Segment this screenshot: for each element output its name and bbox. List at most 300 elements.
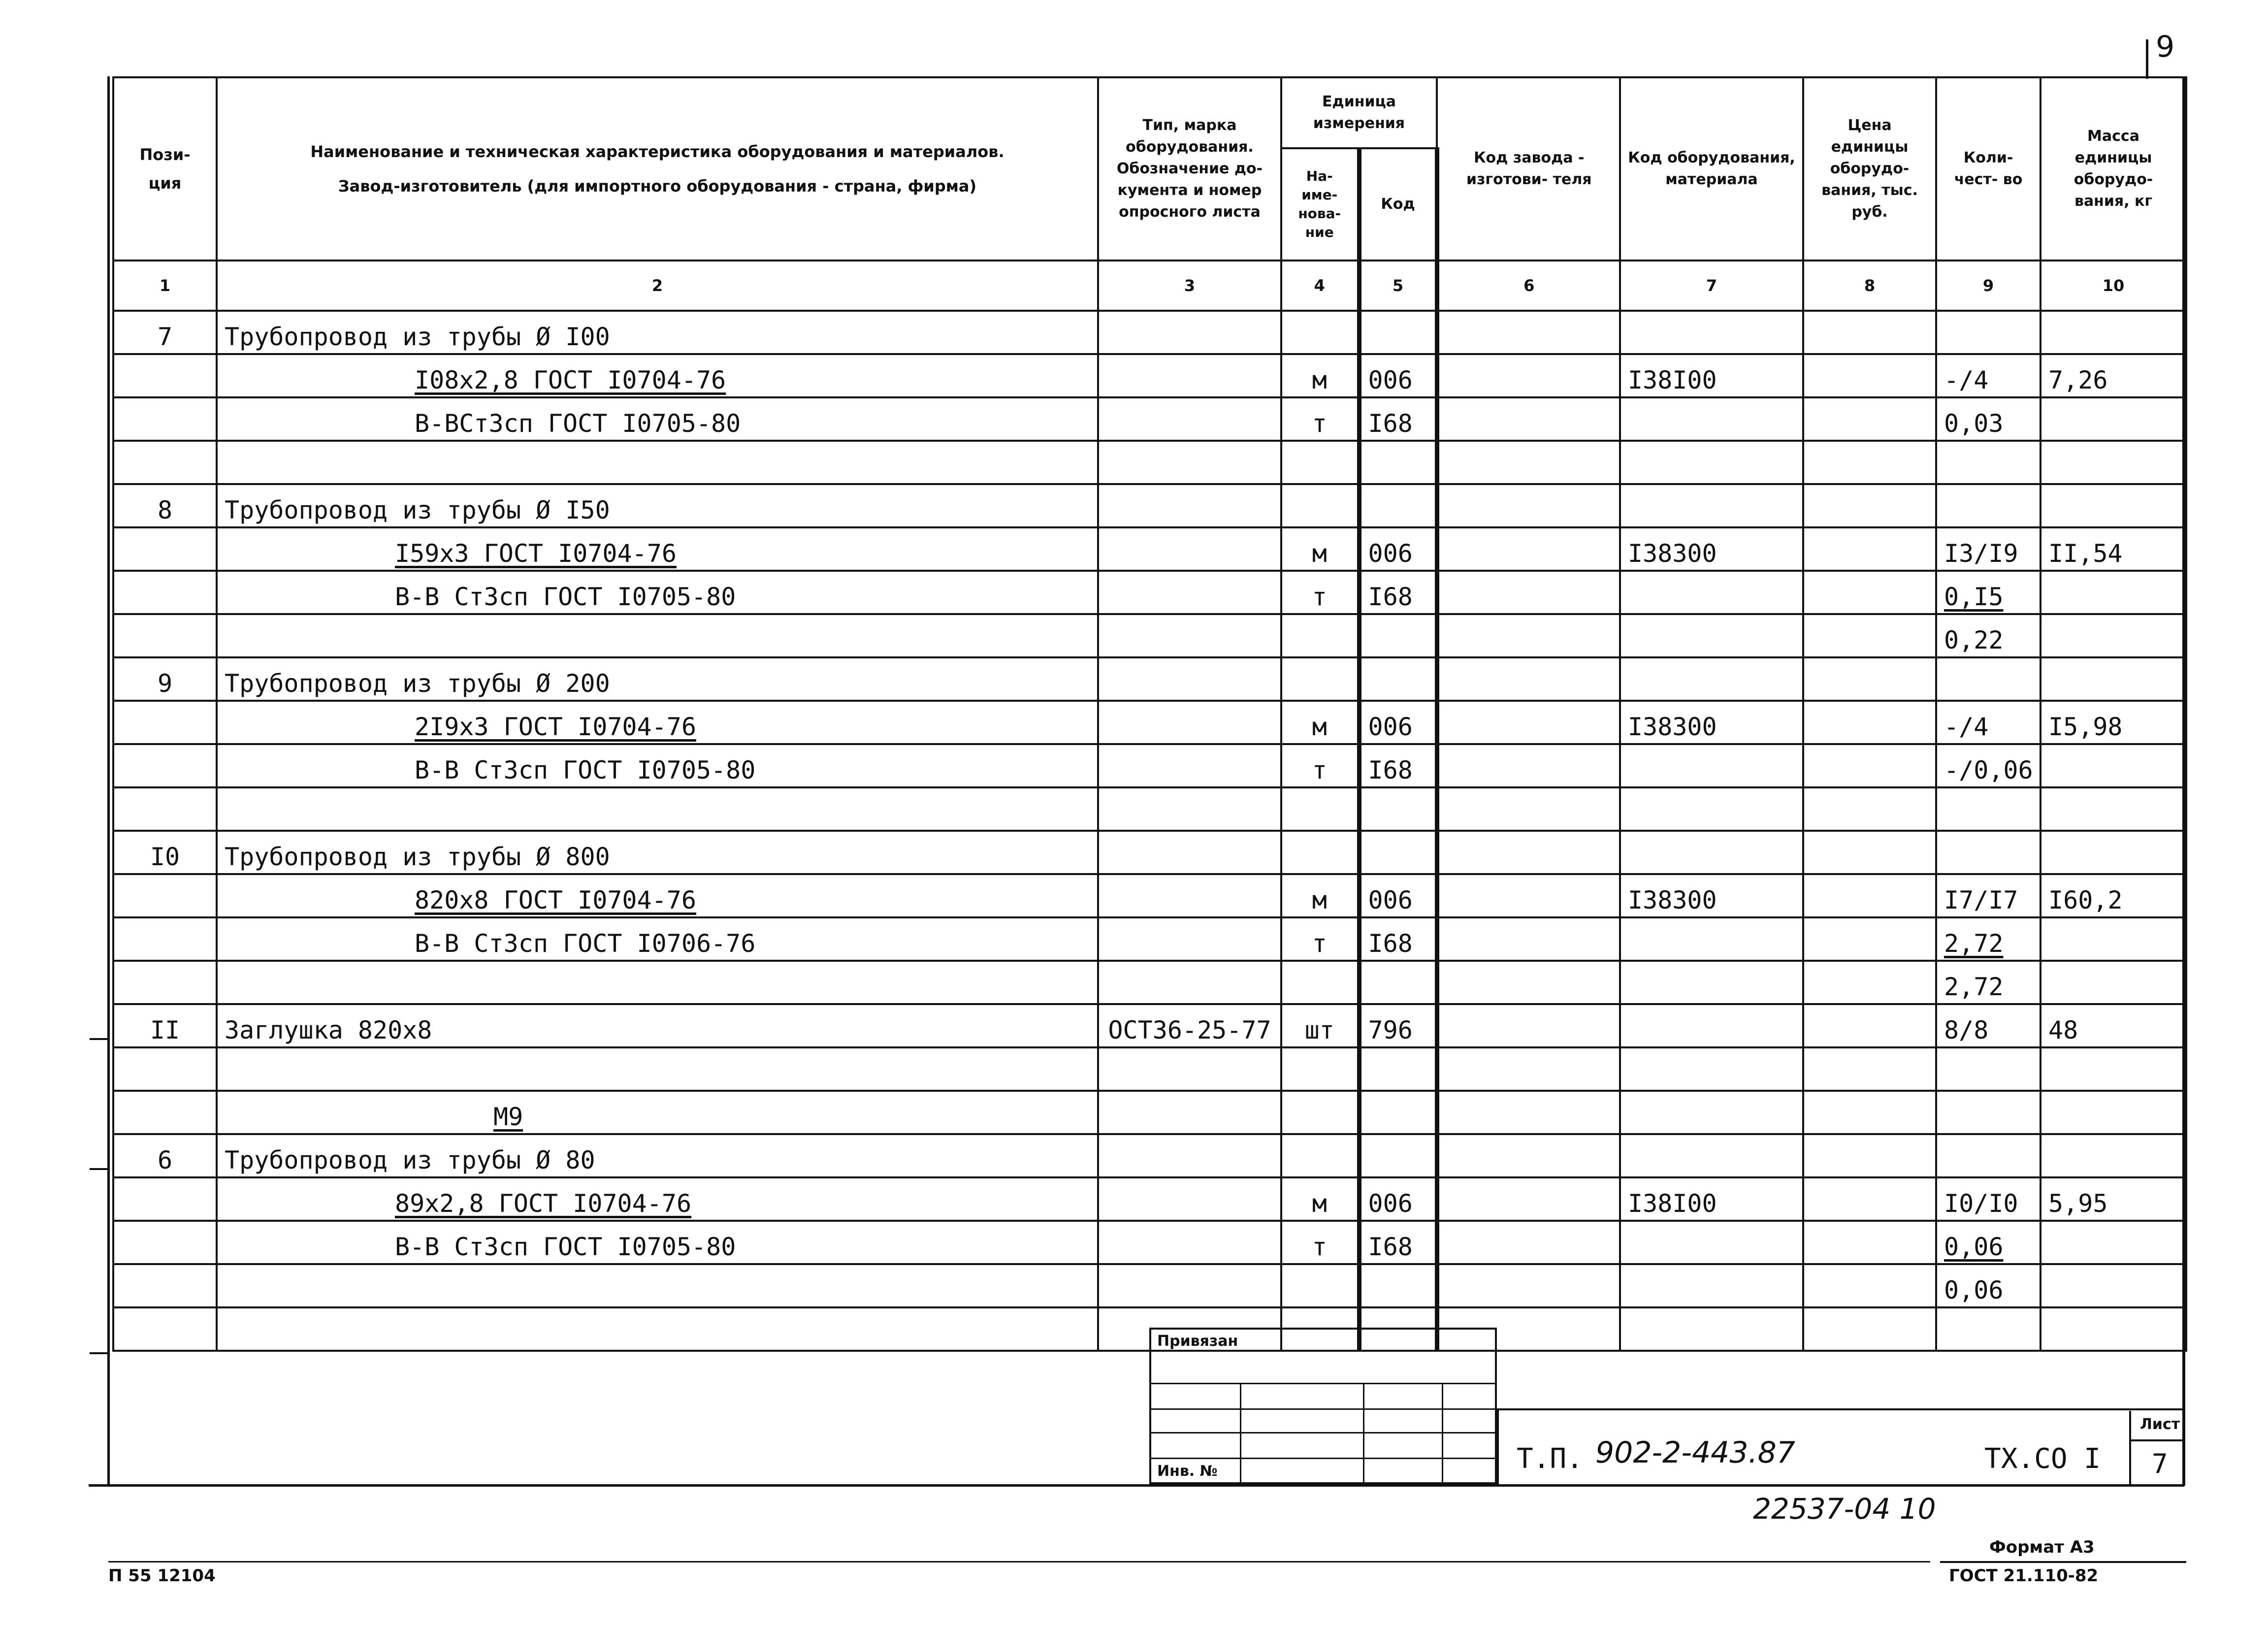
quantity-cell [1936, 311, 2041, 354]
plant-code-cell [1437, 701, 1620, 744]
price-cell [1803, 311, 1936, 354]
unit-cell: м [1281, 874, 1359, 917]
unit-cell [1281, 484, 1359, 527]
header-price: Цена единицы оборудо- вания, тыс. руб. [1803, 77, 1936, 260]
name-cell: I08x2,8 ГОСТ I0704-76 [217, 354, 1098, 397]
column-number-row [113, 260, 2186, 311]
material-code-cell: I38I00 [1620, 1177, 1803, 1221]
quantity-cell [1936, 1047, 2041, 1091]
table-row [113, 831, 2186, 874]
position-cell [113, 1177, 217, 1221]
mass-cell: 5,95 [2041, 1177, 2186, 1221]
unit-code-cell [1359, 1264, 1437, 1307]
type-cell [1098, 571, 1281, 614]
position-cell [113, 1307, 217, 1351]
header-unit-code: Код [1359, 148, 1437, 260]
sheet-corner-bar [2146, 39, 2148, 79]
plant-code-cell [1437, 917, 1620, 961]
name-cell [217, 1047, 1098, 1091]
table-row [113, 657, 2186, 701]
table-row [113, 1264, 2186, 1307]
mass-cell [2041, 397, 2186, 441]
table-row [113, 484, 2186, 527]
unit-cell: т [1281, 744, 1359, 787]
price-cell [1803, 1047, 1936, 1091]
quantity-cell [1936, 787, 2041, 831]
mass-cell [2041, 657, 2186, 701]
unit-cell [1281, 614, 1359, 657]
price-cell [1803, 354, 1936, 397]
name-cell: М9 [217, 1091, 1098, 1134]
quantity-cell: -/4 [1936, 354, 2041, 397]
unit-cell [1281, 657, 1359, 701]
type-cell [1098, 831, 1281, 874]
material-code-cell: I38300 [1620, 527, 1803, 571]
quantity-cell: 2,72 [1936, 917, 2041, 961]
gost-label: ГОСТ 21.110-82 [1949, 1566, 2099, 1586]
header-plant-code: Код завода - изготови- теля [1437, 77, 1620, 260]
col-number: 8 [1803, 260, 1936, 311]
price-cell [1803, 1264, 1936, 1307]
unit-code-cell: 006 [1359, 527, 1437, 571]
quantity-cell [1936, 1134, 2041, 1177]
col-number: 9 [1936, 260, 2041, 311]
type-cell [1098, 1091, 1281, 1134]
quantity-cell: 0,06 [1936, 1221, 2041, 1264]
name-cell [217, 1264, 1098, 1307]
header-unit-group: Единица измерения [1281, 77, 1437, 148]
plant-code-cell [1437, 874, 1620, 917]
mass-cell [2041, 311, 2186, 354]
price-cell [1803, 961, 1936, 1004]
material-code-cell [1620, 657, 1803, 701]
type-cell: ОСТ36-25-77 [1098, 1004, 1281, 1047]
name-cell: Трубопровод из трубы Ø I00 [217, 311, 1098, 354]
mass-cell [2041, 1047, 2186, 1091]
type-cell [1098, 397, 1281, 441]
table-row [113, 1134, 2186, 1177]
position-cell [113, 397, 217, 441]
type-cell [1098, 441, 1281, 484]
unit-code-cell: I68 [1359, 397, 1437, 441]
name-cell: 2I9x3 ГОСТ I0704-76 [217, 701, 1098, 744]
type-cell [1098, 1221, 1281, 1264]
material-code-cell [1620, 1004, 1803, 1047]
mass-cell [2041, 917, 2186, 961]
mass-cell [2041, 1134, 2186, 1177]
type-cell [1098, 614, 1281, 657]
quantity-cell: I0/I0 [1936, 1177, 2041, 1221]
sheet-box [2129, 1411, 2184, 1485]
format-label: Формат А3 [1989, 1537, 2095, 1557]
unit-code-cell: I68 [1359, 917, 1437, 961]
unit-cell: м [1281, 701, 1359, 744]
unit-cell: м [1281, 1177, 1359, 1221]
unit-cell [1281, 1134, 1359, 1177]
table-row [113, 527, 2186, 571]
type-cell [1098, 354, 1281, 397]
price-cell [1803, 1221, 1936, 1264]
unit-cell: м [1281, 527, 1359, 571]
plant-code-cell [1437, 961, 1620, 1004]
header-material-code: Код оборудования, материала [1620, 77, 1803, 260]
stamp-tied-label: Привязан [1157, 1333, 1238, 1350]
unit-code-cell [1359, 441, 1437, 484]
position-cell: 6 [113, 1134, 217, 1177]
position-cell: II [113, 1004, 217, 1047]
type-cell [1098, 1047, 1281, 1091]
col-number: 2 [217, 260, 1098, 311]
material-code-cell [1620, 1307, 1803, 1351]
mass-cell [2041, 1307, 2186, 1351]
name-cell [217, 1307, 1098, 1351]
type-cell [1098, 701, 1281, 744]
name-cell: В-В Ст3сп ГОСТ I0705-80 [217, 1221, 1098, 1264]
price-cell [1803, 657, 1936, 701]
material-code-cell [1620, 831, 1803, 874]
price-cell [1803, 874, 1936, 917]
price-cell [1803, 1307, 1936, 1351]
plant-code-cell [1437, 831, 1620, 874]
header-type: Тип, марка оборудования. Обозначение до- кумента и номер опросного листа [1098, 77, 1281, 260]
material-code-cell: I38I00 [1620, 354, 1803, 397]
mass-cell [2041, 744, 2186, 787]
material-code-cell [1620, 397, 1803, 441]
quantity-cell [1936, 1307, 2041, 1351]
price-cell [1803, 831, 1936, 874]
price-cell [1803, 917, 1936, 961]
unit-cell [1281, 1047, 1359, 1091]
frame-left [107, 76, 110, 1486]
material-code-cell: I38300 [1620, 874, 1803, 917]
plant-code-cell [1437, 441, 1620, 484]
name-cell: Трубопровод из трубы Ø I50 [217, 484, 1098, 527]
unit-code-cell: 006 [1359, 874, 1437, 917]
price-cell [1803, 744, 1936, 787]
plant-code-cell [1437, 787, 1620, 831]
type-cell [1098, 527, 1281, 571]
material-code-cell [1620, 744, 1803, 787]
doc-code: ТХ.СО I [1984, 1443, 2101, 1475]
type-cell [1098, 657, 1281, 701]
quantity-cell: I7/I7 [1936, 874, 2041, 917]
mass-cell [2041, 1264, 2186, 1307]
table-row [113, 1177, 2186, 1221]
margin-tick [90, 1038, 109, 1040]
table-row [113, 701, 2186, 744]
sheet-value: 7 [2152, 1448, 2168, 1479]
type-cell [1098, 744, 1281, 787]
unit-cell: шт [1281, 1004, 1359, 1047]
table-row [113, 311, 2186, 354]
quantity-cell: -/4 [1936, 701, 2041, 744]
position-cell [113, 744, 217, 787]
header-name-line1: Наименование и техническая характеристика оборудования и материалов. [310, 142, 1004, 161]
table-row [113, 744, 2186, 787]
unit-code-cell: I68 [1359, 571, 1437, 614]
position-cell [113, 917, 217, 961]
material-code-cell [1620, 614, 1803, 657]
plant-code-cell [1437, 571, 1620, 614]
quantity-cell: I3/I9 [1936, 527, 2041, 571]
price-cell [1803, 701, 1936, 744]
sheet-number: 9 [2156, 30, 2175, 64]
type-cell [1098, 1134, 1281, 1177]
name-cell [217, 787, 1098, 831]
quantity-cell: 0,I5 [1936, 571, 2041, 614]
mass-cell: II,54 [2041, 527, 2186, 571]
type-cell [1098, 874, 1281, 917]
quantity-cell: 0,22 [1936, 614, 2041, 657]
name-cell: Трубопровод из трубы Ø 800 [217, 831, 1098, 874]
mass-cell [2041, 961, 2186, 1004]
unit-cell: т [1281, 917, 1359, 961]
name-cell: 89x2,8 ГОСТ I0704-76 [217, 1177, 1098, 1221]
approval-stamp [1149, 1328, 1497, 1484]
stamp-line [1151, 1458, 1495, 1459]
type-cell [1098, 484, 1281, 527]
header-mass: Масса единицы оборудо- вания, кг [2041, 77, 2186, 260]
stamp-divider [1442, 1383, 1443, 1482]
position-cell [113, 701, 217, 744]
bottom-code: П 55 12104 [108, 1566, 216, 1586]
position-cell: 8 [113, 484, 217, 527]
material-code-cell [1620, 571, 1803, 614]
price-cell [1803, 1004, 1936, 1047]
table-row [113, 441, 2186, 484]
plant-code-cell [1437, 1221, 1620, 1264]
type-cell [1098, 961, 1281, 1004]
unit-code-cell [1359, 831, 1437, 874]
bottom-rule [108, 1561, 1930, 1563]
stamp-line [1151, 1432, 1495, 1433]
table-row [113, 1221, 2186, 1264]
price-cell [1803, 397, 1936, 441]
type-cell [1098, 787, 1281, 831]
quantity-cell: -/0,06 [1936, 744, 2041, 787]
material-code-cell [1620, 1091, 1803, 1134]
price-cell [1803, 1134, 1936, 1177]
price-cell [1803, 441, 1936, 484]
price-cell [1803, 527, 1936, 571]
col-number: 7 [1620, 260, 1803, 311]
name-cell: В-В Ст3сп ГОСТ I0706-76 [217, 917, 1098, 961]
mass-cell: 48 [2041, 1004, 2186, 1047]
table-row [113, 614, 2186, 657]
unit-code-cell: 796 [1359, 1004, 1437, 1047]
tp-label: Т.П. [1517, 1443, 1583, 1475]
mass-cell [2041, 831, 2186, 874]
unit-code-cell [1359, 1047, 1437, 1091]
unit-cell [1281, 311, 1359, 354]
name-cell: Трубопровод из трубы Ø 80 [217, 1134, 1098, 1177]
quantity-cell [1936, 441, 2041, 484]
stamp-divider [1363, 1383, 1364, 1482]
plant-code-cell [1437, 527, 1620, 571]
gost-rule [1940, 1561, 2186, 1563]
margin-tick [90, 1168, 109, 1170]
material-code-cell [1620, 1047, 1803, 1091]
tp-number: 902-2-443.87 [1595, 1435, 1795, 1470]
position-cell [113, 1264, 217, 1307]
unit-cell [1281, 1091, 1359, 1134]
material-code-cell [1620, 1264, 1803, 1307]
material-code-cell [1620, 917, 1803, 961]
unit-code-cell [1359, 1091, 1437, 1134]
name-cell: 820x8 ГОСТ I0704-76 [217, 874, 1098, 917]
mass-cell [2041, 484, 2186, 527]
type-cell [1098, 1177, 1281, 1221]
material-code-cell [1620, 1221, 1803, 1264]
name-cell: Трубопровод из трубы Ø 200 [217, 657, 1098, 701]
unit-cell [1281, 787, 1359, 831]
stamp-inv-label: Инв. № [1157, 1463, 1218, 1480]
plant-code-cell [1437, 311, 1620, 354]
unit-code-cell: I68 [1359, 744, 1437, 787]
unit-code-cell [1359, 961, 1437, 1004]
plant-code-cell [1437, 1004, 1620, 1047]
table-row [113, 1091, 2186, 1134]
unit-code-cell: 006 [1359, 701, 1437, 744]
mass-cell [2041, 1221, 2186, 1264]
plant-code-cell [1437, 1091, 1620, 1134]
name-cell: I59x3 ГОСТ I0704-76 [217, 527, 1098, 571]
mass-cell: I60,2 [2041, 874, 2186, 917]
sheet-label: Лист [2140, 1416, 2180, 1433]
mass-cell [2041, 1091, 2186, 1134]
position-cell [113, 1221, 217, 1264]
header-quantity: Коли- чест- во [1936, 77, 2041, 260]
unit-code-cell: 006 [1359, 1177, 1437, 1221]
table-row [113, 1004, 2186, 1047]
price-cell [1803, 484, 1936, 527]
plant-code-cell [1437, 614, 1620, 657]
header-name-line2: Завод-изготовитель (для импортного оборудования - страна, фирма) [338, 177, 977, 195]
unit-code-cell: I68 [1359, 1221, 1437, 1264]
name-cell: Заглушка 820x8 [217, 1004, 1098, 1047]
position-cell [113, 527, 217, 571]
unit-cell [1281, 831, 1359, 874]
position-cell: 7 [113, 311, 217, 354]
unit-code-cell [1359, 657, 1437, 701]
table-row [113, 1047, 2186, 1091]
position-cell [113, 787, 217, 831]
margin-tick [90, 1352, 109, 1354]
name-cell: В-В Ст3сп ГОСТ I0705-80 [217, 571, 1098, 614]
unit-code-cell [1359, 311, 1437, 354]
unit-cell: т [1281, 397, 1359, 441]
table-row [113, 354, 2186, 397]
name-cell [217, 614, 1098, 657]
header-unit-name: На- име- нова- ние [1281, 148, 1359, 260]
unit-code-cell [1359, 484, 1437, 527]
unit-cell: т [1281, 1221, 1359, 1264]
type-cell [1098, 1264, 1281, 1307]
position-cell [113, 961, 217, 1004]
price-cell [1803, 614, 1936, 657]
quantity-cell [1936, 1091, 2041, 1134]
price-cell [1803, 1177, 1936, 1221]
unit-code-cell: 006 [1359, 354, 1437, 397]
material-code-cell [1620, 961, 1803, 1004]
table-row [113, 917, 2186, 961]
mass-cell: I5,98 [2041, 701, 2186, 744]
quantity-cell [1936, 657, 2041, 701]
price-cell [1803, 571, 1936, 614]
position-cell [113, 441, 217, 484]
plant-code-cell [1437, 1134, 1620, 1177]
type-cell [1098, 311, 1281, 354]
col-number: 5 [1359, 260, 1437, 311]
position-cell [113, 1047, 217, 1091]
position-cell [113, 571, 217, 614]
position-cell [113, 614, 217, 657]
col-number: 3 [1098, 260, 1281, 311]
material-code-cell [1620, 787, 1803, 831]
position-cell: I0 [113, 831, 217, 874]
quantity-cell: 0,06 [1936, 1264, 2041, 1307]
unit-code-cell [1359, 787, 1437, 831]
sheet-box-line [2131, 1439, 2184, 1441]
quantity-cell: 0,03 [1936, 397, 2041, 441]
spec-table [112, 76, 2187, 1352]
mass-cell [2041, 571, 2186, 614]
quantity-cell [1936, 831, 2041, 874]
unit-cell [1281, 1264, 1359, 1307]
unit-cell [1281, 961, 1359, 1004]
unit-code-cell [1359, 614, 1437, 657]
price-cell [1803, 1091, 1936, 1134]
plant-code-cell [1437, 354, 1620, 397]
name-cell: В-В Ст3сп ГОСТ I0705-80 [217, 744, 1098, 787]
plant-code-cell [1437, 397, 1620, 441]
plant-code-cell [1437, 1047, 1620, 1091]
mass-cell [2041, 787, 2186, 831]
stamp-divider [1240, 1383, 1241, 1482]
plant-code-cell [1437, 1264, 1620, 1307]
unit-cell [1281, 441, 1359, 484]
plant-code-cell [1437, 1177, 1620, 1221]
col-number: 10 [2041, 260, 2186, 311]
quantity-cell: 2,72 [1936, 961, 2041, 1004]
unit-cell: т [1281, 571, 1359, 614]
table-row [113, 787, 2186, 831]
material-code-cell [1620, 1134, 1803, 1177]
price-cell [1803, 787, 1936, 831]
header-name [217, 77, 1098, 260]
table-row [113, 571, 2186, 614]
mass-cell: 7,26 [2041, 354, 2186, 397]
handwritten-note: 22537-04 10 [1753, 1492, 1936, 1526]
table-row [113, 961, 2186, 1004]
quantity-cell: 8/8 [1936, 1004, 2041, 1047]
col-number: 6 [1437, 260, 1620, 311]
position-cell: 9 [113, 657, 217, 701]
material-code-cell: I38300 [1620, 701, 1803, 744]
name-cell: В-ВСт3сп ГОСТ I0705-80 [217, 397, 1098, 441]
unit-code-cell [1359, 1134, 1437, 1177]
type-cell [1098, 917, 1281, 961]
position-cell [113, 354, 217, 397]
unit-cell: м [1281, 354, 1359, 397]
header-position: Пози- ция [113, 77, 217, 260]
position-cell [113, 874, 217, 917]
material-code-cell [1620, 484, 1803, 527]
table-row [113, 874, 2186, 917]
name-cell [217, 441, 1098, 484]
material-code-cell [1620, 311, 1803, 354]
col-number: 1 [113, 260, 217, 311]
